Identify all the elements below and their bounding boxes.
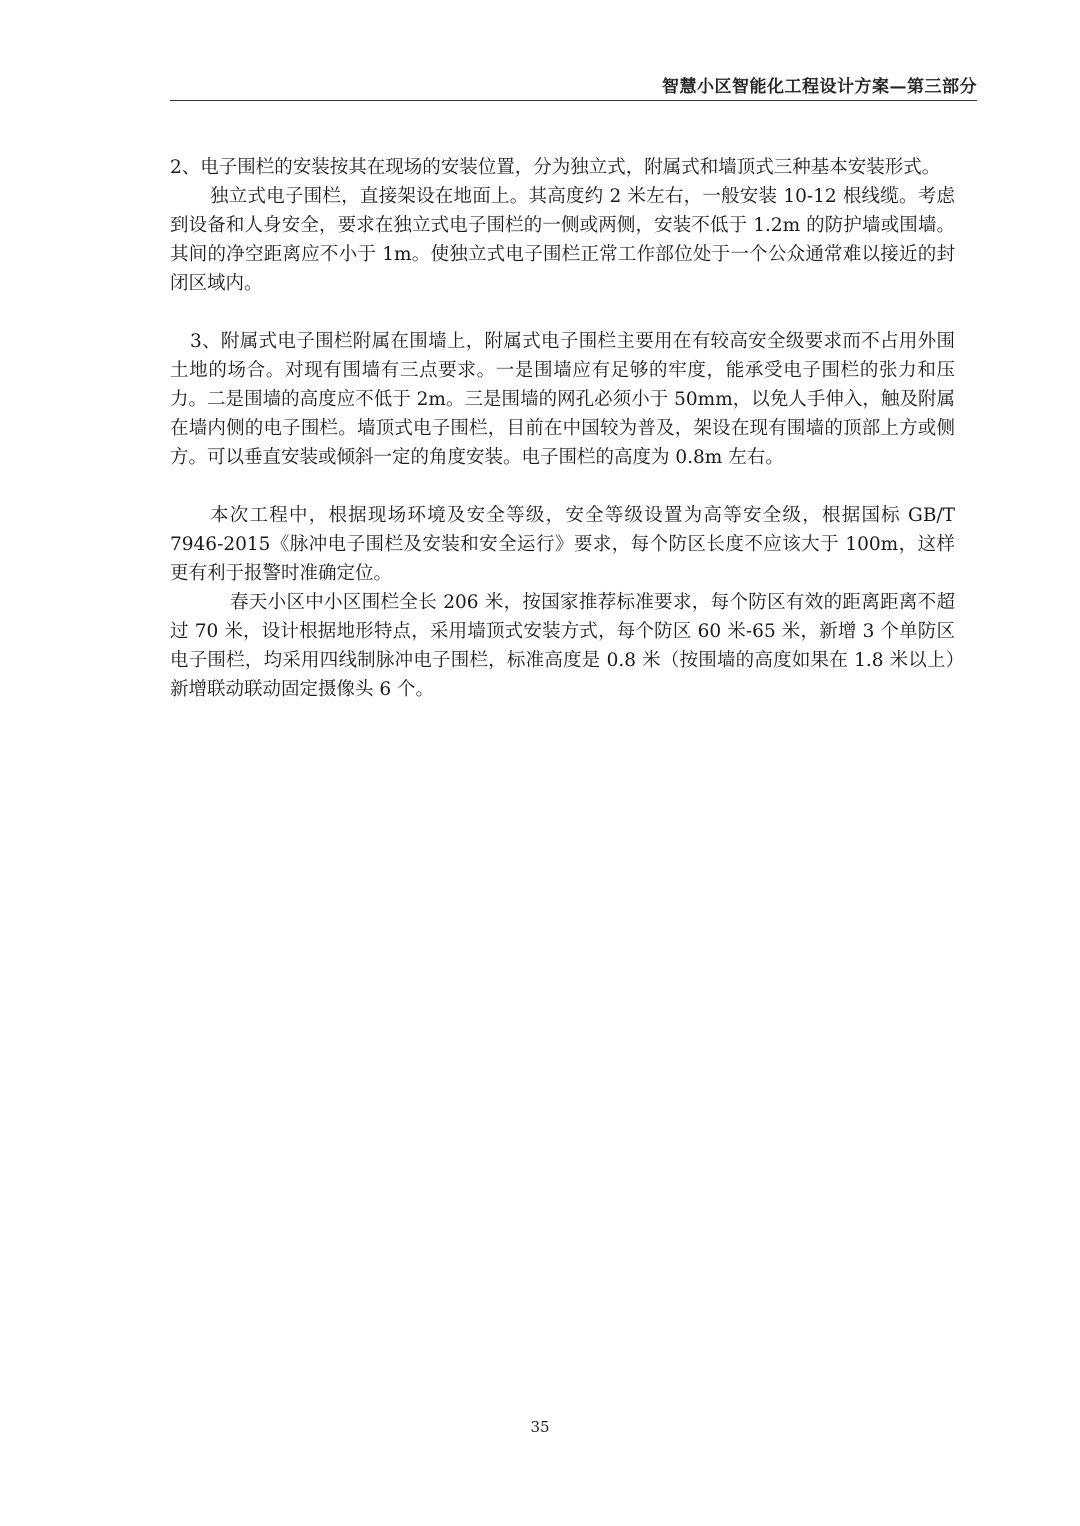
paragraph-attached-fence: 3、附属式电子围栏附属在围墙上，附属式电子围栏主要用在有较高安全级要求而不占用外围土地的场合。对现有围墙有三点要求。一是围墙应有足够的牢度，能承受电子围栏的张力和压力。二是围墙的高度应不低于 2m。三是围墙的网孔必须小于 50mm，以免人手伸入，触及附属在墙内侧的电子围栏。墙顶式电子围栏，目前在中国较为普及，架设在现有围墙的顶部上方或侧方。可以垂直安装或倾斜一定的角度安装。电子围栏的高度为 0.8m 左右。 xyxy=(170,331,955,468)
document-body xyxy=(170,153,955,704)
page-number: 35 xyxy=(530,1418,550,1436)
paragraph-installation-types: 2、电子围栏的安装按其在现场的安装位置，分为独立式，附属式和墙顶式三种基本安装形式。 xyxy=(170,157,941,178)
paragraph-standalone-fence: 独立式电子围栏，直接架设在地面上。其高度约 2 米左右，一般安装 10-12 根线缆。考虑到设备和人身安全，要求在独立式电子围栏的一侧或两侧，安装不低于 1.2m 的防护墙或围墙。其间的净空距离应不小于 1m。使独立式电子围栏正常工作部位处于一个公众通常难以接近的封闭区域内。 xyxy=(170,186,955,294)
paragraph-project-details: 春天小区中小区围栏全长 206 米，按国家推荐标准要求，每个防区有效的距离距离不超过 70 米，设计根据地形特点，采用墙顶式安装方式，每个防区 60 米-65 米，新增 3 个单防区电子围栏，均采用四线制脉冲电子围栏，标准高度是 0.8 米（按围墙的高度如果在 1.8 米以上）新增联动联动固定摄像头 6 个。 xyxy=(170,592,955,700)
header-title: 智慧小区智能化工程设计方案—第三部分 xyxy=(662,77,977,97)
page-header xyxy=(170,70,977,101)
paragraph-project-standard: 本次工程中，根据现场环境及安全等级，安全等级设置为高等安全级，根据国标 GB/T 7946-2015《脉冲电子围栏及安装和安全运行》要求，每个防区长度不应该大于 100m，这样更有利于报警时准确定位。 xyxy=(170,505,955,584)
